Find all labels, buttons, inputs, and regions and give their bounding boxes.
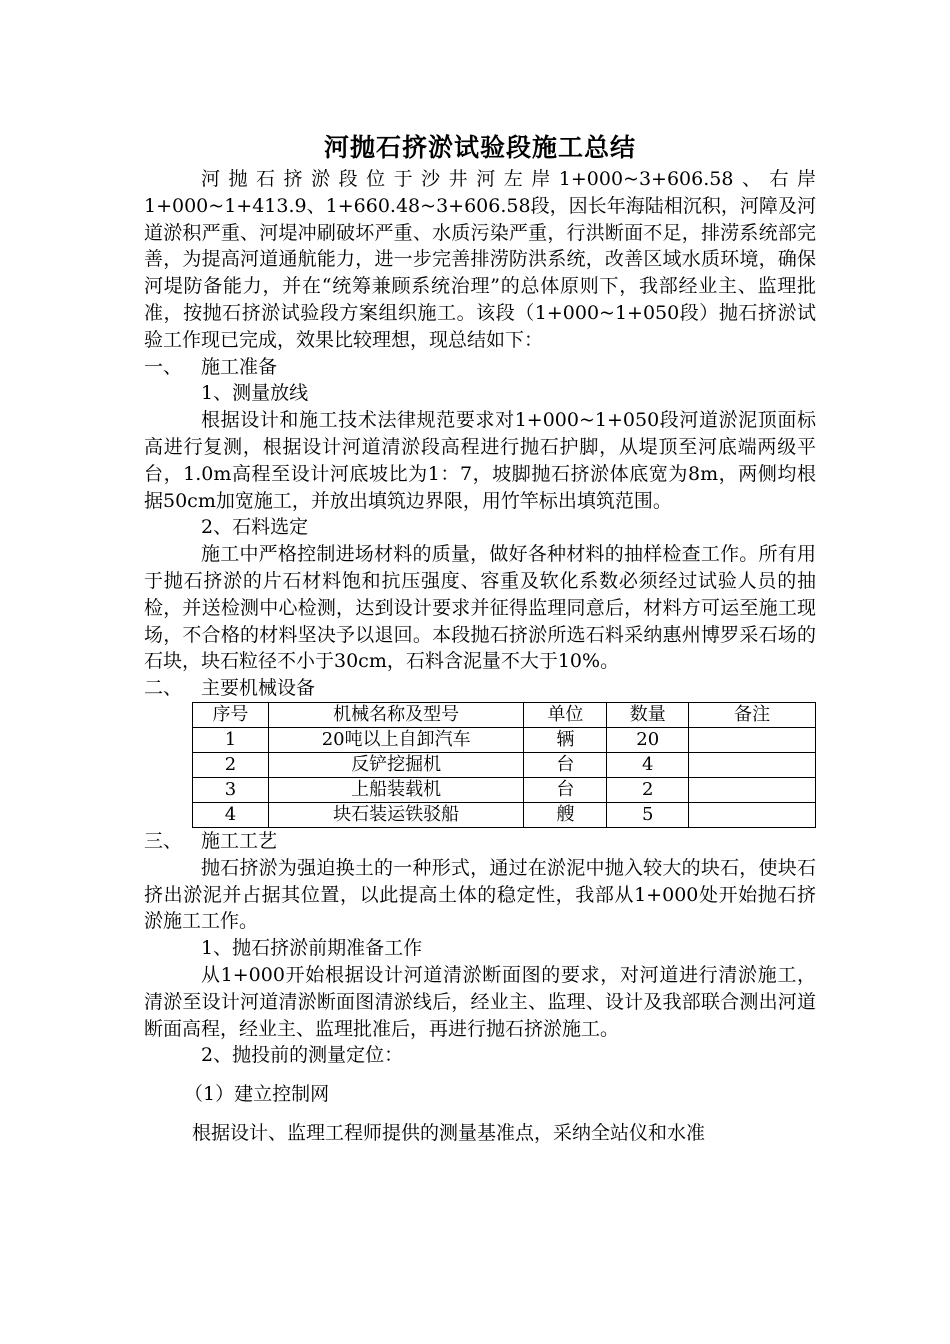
table-cell: 4 bbox=[193, 802, 269, 827]
section-number: 三、 bbox=[144, 829, 183, 852]
table-cell: 5 bbox=[607, 802, 689, 827]
paragraph: 抛石挤淤为强迫换土的一种形式，通过在淤泥中抛入较大的块石，使块石挤出淤泥并占据其位置，以此提高土体的稳定性，我部从1+000处开始抛石挤淤施工工作。 bbox=[144, 856, 816, 933]
table-cell: 2 bbox=[607, 777, 689, 802]
table-row bbox=[193, 727, 816, 752]
section-number: 一、 bbox=[144, 355, 183, 378]
paragraph: 根据设计、监理工程师提供的测量基准点，采纳全站仪和水准 bbox=[192, 1121, 706, 1144]
section-title: 施工准备 bbox=[201, 355, 278, 378]
document-title: 河抛石挤淤试验段施工总结 bbox=[323, 133, 636, 162]
table-header-cell: 数量 bbox=[607, 702, 689, 727]
table-cell: 艘 bbox=[524, 802, 607, 827]
table-header-cell: 备注 bbox=[689, 702, 816, 727]
table-cell: 3 bbox=[193, 777, 269, 802]
table-cell: 台 bbox=[524, 777, 607, 802]
table-cell bbox=[689, 752, 816, 777]
table-header-cell: 单位 bbox=[524, 702, 607, 727]
section-title: 施工工艺 bbox=[201, 829, 278, 852]
section-heading-1 bbox=[144, 354, 816, 381]
table-cell: 20 bbox=[607, 727, 689, 752]
subsection-title: （1）建立控制网 bbox=[184, 1083, 330, 1106]
table-cell: 台 bbox=[524, 752, 607, 777]
table-cell: 20吨以上自卸汽车 bbox=[268, 727, 524, 752]
section-heading-3 bbox=[144, 828, 816, 855]
table-cell: 1 bbox=[193, 727, 269, 752]
subsection-title: 1、抛石挤淤前期准备工作 bbox=[201, 937, 423, 960]
table-cell: 2 bbox=[193, 752, 269, 777]
table-row bbox=[193, 802, 816, 827]
table-cell: 块石装运铁驳船 bbox=[268, 802, 524, 827]
equipment-table bbox=[192, 702, 816, 828]
paragraph: 根据设计和施工技术法律规范要求对1+000~1+050段河道淤泥顶面标高进行复测，根据设计河道清淤段高程进行抛石护脚，从堤顶至河底端两级平台，1.0m高程至设计河底坡比为1：7，坡脚抛石挤淤体底宽为8m，两侧均根据50cm加宽施工，并放出填筑边界限，用竹竿标出填筑范围。 bbox=[144, 409, 816, 512]
table-header-cell: 序号 bbox=[193, 702, 269, 727]
section-title: 主要机械设备 bbox=[201, 677, 316, 700]
table-header-cell: 机械名称及型号 bbox=[268, 702, 524, 727]
paragraph: 从1+000开始根据设计河道清淤断面图的要求，对河道进行清淤施工，清淤至设计河道清淤断面图清淤线后，经业主、监理、设计及我部联合测出河道断面高程，经业主、监理批准后，再进行抛石挤淤施工。 bbox=[144, 963, 816, 1040]
table-row bbox=[193, 777, 816, 802]
table-cell: 反铲挖掘机 bbox=[268, 752, 524, 777]
table-cell: 辆 bbox=[524, 727, 607, 752]
table-cell bbox=[689, 727, 816, 752]
table-cell bbox=[689, 777, 816, 802]
table-cell: 4 bbox=[607, 752, 689, 777]
document-body bbox=[144, 130, 816, 1147]
table-header-row bbox=[193, 702, 816, 727]
paragraph: 施工中严格控制进场材料的质量，做好各种材料的抽样检查工作。所有用于抛石挤淤的片石材料饱和抗压强度、容重及软化系数必须经过试验人员的抽检，并送检测中心检测，达到设计要求并征得监理同意后，材料方可运至施工现场，不合格的材料坚决予以退回。本段抛石挤淤所选石料采纳惠州博罗采石场的石块，块石粒径不小于30cm，石料含泥量不大于10%。 bbox=[144, 543, 816, 673]
intro-paragraph: 河抛石挤淤段位于沙井河左岸1+000~3+606.58、右岸1+000~1+413.9、1+660.48~3+606.58段，因长年海陆相沉积，河障及河道淤积严重、河堤冲刷破坏严重、水质污染严重，行洪断面不足，排涝系统部完善，为提高河道通航能力，进一步完善排涝防洪系统，改善区域水质环境，确保河堤防备能力，并在“统筹兼顾系统治理”的总体原则下，我部经业主、监理批准，按抛石挤淤试验段方案组织施工。该段（1+000~1+050段）抛石挤淤试验工作现已完成，效果比较理想，现总结如下： bbox=[144, 168, 816, 351]
section-heading-2 bbox=[144, 675, 816, 702]
table-row bbox=[193, 752, 816, 777]
subsection-title: 1、测量放线 bbox=[201, 382, 309, 405]
table-cell bbox=[689, 802, 816, 827]
section-number: 二、 bbox=[144, 677, 183, 700]
table-cell: 上船装载机 bbox=[268, 777, 524, 802]
subsection-title: 2、抛投前的测量定位： bbox=[201, 1044, 404, 1067]
subsection-title: 2、石料选定 bbox=[201, 516, 309, 539]
